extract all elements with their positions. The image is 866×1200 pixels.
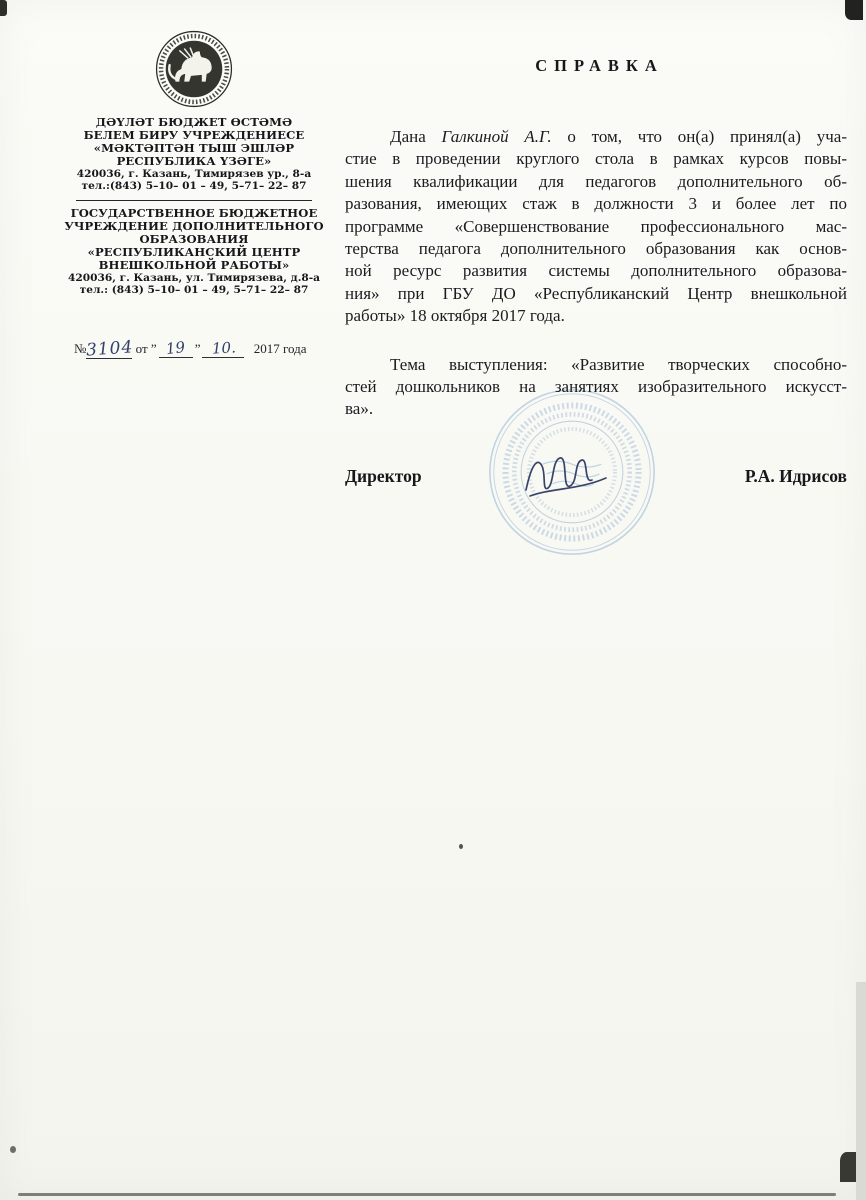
tatarstan-emblem-logo <box>155 30 233 108</box>
handwritten-month: 10. <box>211 338 236 358</box>
letterhead-phone: тел.:(843) 5–10– 01 – 49, 5–71– 22– 87 <box>81 180 307 193</box>
year-text: 2017 года <box>253 341 307 356</box>
body-text-line: Тема выступления: «Развитие творческих способно- <box>390 354 847 374</box>
scan-artifact <box>0 0 7 16</box>
quote-open: ” <box>150 341 157 356</box>
day-blank <box>159 339 193 358</box>
letterhead-address: 420036, г. Казань, ул. Тимирязева, д.8-а <box>67 271 321 284</box>
paragraph-2 <box>345 354 847 421</box>
body-text-line: терства педагога дополнительного образования как основ- <box>345 239 847 259</box>
body-text-line: шения квалификации для педагогов дополнительного об- <box>345 171 847 191</box>
handwritten-number: 3104 <box>85 337 135 361</box>
page-title: СПРАВКА <box>535 56 664 75</box>
scan-artifact <box>459 844 463 849</box>
body-text-line: ния» при ГБУ ДО «Республиканский Центр внешкольной <box>345 283 847 303</box>
number-blank <box>85 337 135 361</box>
handwritten-day: 19 <box>165 337 187 359</box>
document-body <box>345 126 847 421</box>
month-blank <box>202 339 244 358</box>
body-text-line: ва». <box>345 399 374 419</box>
body-text: о том, что он(а) принял(а) уча- <box>551 127 847 146</box>
letterhead-address: 420036, г. Казань, Тимирязев ур., 8-а <box>76 168 312 180</box>
letterhead-line: ОБРАЗОВАНИЯ <box>139 231 249 246</box>
body-text: Дана <box>390 127 442 146</box>
body-text-line <box>345 126 847 148</box>
reference-line <box>74 338 374 359</box>
from-label: от <box>135 341 148 356</box>
scan-artifact <box>845 0 863 20</box>
letterhead <box>60 30 328 297</box>
letterhead-line: БЕЛЕМ БИРУ УЧРЕЖДЕНИЕСЕ <box>83 128 305 142</box>
body-text-line: программе «Совершенствование профессионального мас- <box>345 216 847 236</box>
letterhead-divider <box>76 200 312 201</box>
letterhead-line: ДӘҮЛӘТ БЮДЖЕТ ӨСТӘМӘ <box>95 115 293 129</box>
director-label: Директор <box>345 466 422 486</box>
letterhead-line: УЧРЕЖДЕНИЕ ДОПОЛНИТЕЛЬНОГО <box>64 218 324 233</box>
scan-artifact <box>18 1193 836 1196</box>
body-text-line: разования, имеющих стаж в должности 3 и более лет по <box>345 194 847 214</box>
body-text-line: работы» 18 октября 2017 года. <box>345 306 565 326</box>
scan-artifact <box>856 982 866 1200</box>
letterhead-line: РЕСПУБЛИКА ҮЗӘГЕ» <box>116 154 272 168</box>
scan-artifact <box>840 1152 863 1182</box>
recipient-name: Галкиной А.Г. <box>441 127 552 146</box>
quote-close: ” <box>194 341 201 356</box>
scan-artifact <box>10 1146 16 1153</box>
signature-row <box>345 466 847 487</box>
letterhead-line: «РЕСПУБЛИКАНСКИЙ ЦЕНТР <box>87 244 301 259</box>
letterhead-phone: тел.: (843) 5–10– 01 – 49, 5–71– 22– 87 <box>79 284 309 297</box>
letterhead-tatar-block <box>60 116 328 193</box>
body-text-line: стей дошкольников на занятиях изобразительного искусст- <box>345 377 847 397</box>
letterhead-line: ГОСУДАРСТВЕННОЕ БЮДЖЕТНОЕ <box>70 205 318 220</box>
paragraph-1 <box>345 126 847 328</box>
body-text-line: стие в проведении круглого стола в рамках курсов повы- <box>345 149 847 169</box>
director-name: Р.А. Идрисов <box>744 466 847 486</box>
letterhead-russian-block <box>60 207 328 297</box>
letterhead-line: ВНЕШКОЛЬНОЙ РАБОТЫ» <box>98 257 290 272</box>
body-text-line: ной ресурс развития системы дополнительного образова- <box>345 261 847 281</box>
letterhead-line: «МӘКТӘПТӘН ТЫШ ЭШЛӘР <box>93 141 295 155</box>
number-label: № <box>74 341 87 356</box>
